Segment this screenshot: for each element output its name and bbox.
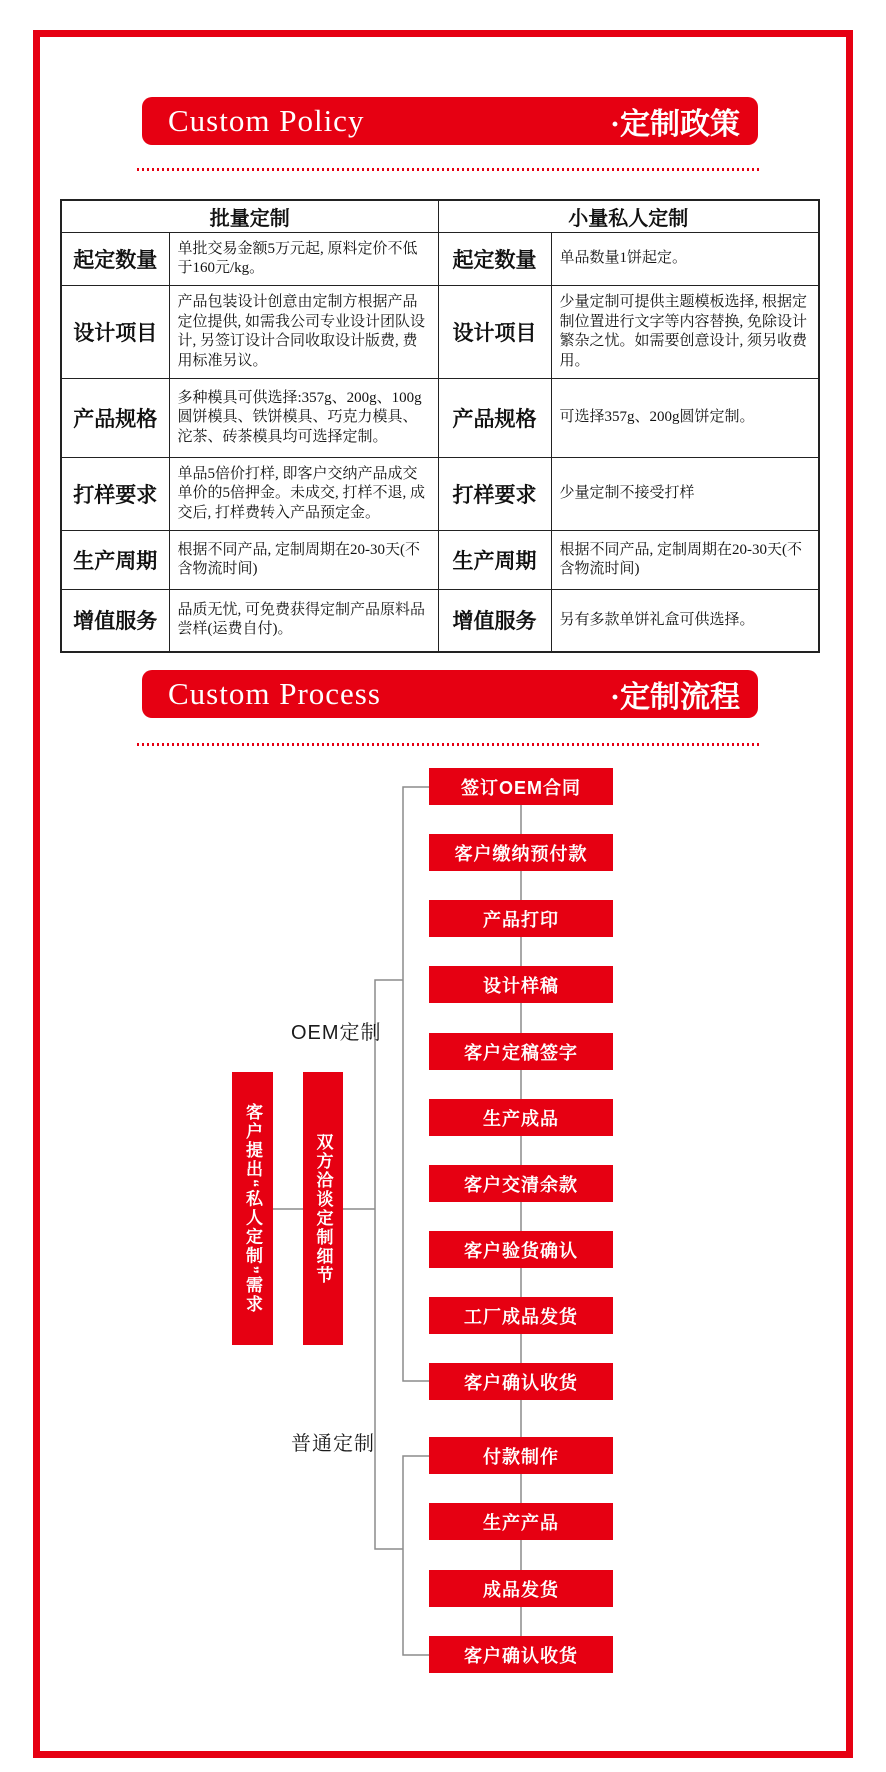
table-row <box>61 531 819 590</box>
small-cell: 根据不同产品, 定制周期在20-30天(不含物流时间) <box>551 531 819 590</box>
bulk-custom-header: 批量定制 <box>61 200 438 233</box>
row-label: 设计项目 <box>61 286 169 379</box>
flow-node-oem-1: 签订OEM合同 <box>429 768 613 805</box>
flow-node-oem-8: 客户验货确认 <box>429 1231 613 1268</box>
table-header-row <box>61 200 819 233</box>
table-row <box>61 379 819 458</box>
table-row <box>61 458 819 531</box>
flow-bar-customer-request: 客户提出“私人定制”需求 <box>232 1072 273 1345</box>
row-label: 生产周期 <box>438 531 551 590</box>
flow-node-oem-6: 生产成品 <box>429 1099 613 1136</box>
flow-node-oem-3: 产品打印 <box>429 900 613 937</box>
bulk-cell: 品质无忧, 可免费获得定制产品原料品尝样(运费自付)。 <box>169 590 438 652</box>
flow-bar-negotiation: 双方洽谈定制细节 <box>303 1072 343 1345</box>
bulk-cell: 单品5倍价打样, 即客户交纳产品成交单价的5倍押金。未成交, 打样不退, 成交后, 打样费转入产品预定金。 <box>169 458 438 531</box>
row-label: 增值服务 <box>438 590 551 652</box>
row-label: 产品规格 <box>438 379 551 458</box>
custom-policy-title-zh: ·定制政策 <box>609 108 740 141</box>
row-label: 生产周期 <box>61 531 169 590</box>
flow-node-oem-4: 设计样稿 <box>429 966 613 1003</box>
row-label: 起定数量 <box>438 233 551 286</box>
bulk-cell: 多种模具可供选择:357g、200g、100g圆饼模具、铁饼模具、巧克力模具、沱茶、砖茶模具均可选择定制。 <box>169 379 438 458</box>
row-label: 打样要求 <box>438 458 551 531</box>
dotted-divider-process <box>137 743 760 746</box>
flow-node-oem-5: 客户定稿签字 <box>429 1033 613 1070</box>
row-label: 打样要求 <box>61 458 169 531</box>
flow-node-oem-2: 客户缴纳预付款 <box>429 834 613 871</box>
branch-label-oem: OEM定制 <box>291 1022 382 1044</box>
small-cell: 少量定制不接受打样 <box>551 458 819 531</box>
table-row <box>61 233 819 286</box>
bulk-cell: 产品包装设计创意由定制方根据产品定位提供, 如需我公司专业设计团队设计, 另签订设计合同收取设计版费, 费用标准另议。 <box>169 286 438 379</box>
flow-node-oem-7: 客户交清余款 <box>429 1165 613 1202</box>
bulk-cell: 根据不同产品, 定制周期在20-30天(不含物流时间) <box>169 531 438 590</box>
small-cell: 另有多款单饼礼盒可供选择。 <box>551 590 819 652</box>
table-row <box>61 590 819 652</box>
custom-process-banner <box>142 670 758 718</box>
row-label: 设计项目 <box>438 286 551 379</box>
bulk-cell: 单批交易金额5万元起, 原料定价不低于160元/kg。 <box>169 233 438 286</box>
dotted-divider-policy <box>137 168 760 171</box>
small-cell: 可选择357g、200g圆饼定制。 <box>551 379 819 458</box>
table-row <box>61 286 819 379</box>
flow-node-normal-3: 成品发货 <box>429 1570 613 1607</box>
custom-process-title-en: Custom Process <box>168 676 381 711</box>
row-label: 产品规格 <box>61 379 169 458</box>
flow-node-normal-1: 付款制作 <box>429 1437 613 1474</box>
small-cell: 少量定制可提供主题模板选择, 根据定制位置进行文字等内容替换, 免除设计繁杂之忧。如需要创意设计, 须另收费用。 <box>551 286 819 379</box>
small-custom-header: 小量私人定制 <box>438 200 819 233</box>
flow-node-oem-10: 客户确认收货 <box>429 1363 613 1400</box>
flow-node-normal-4: 客户确认收货 <box>429 1636 613 1673</box>
flow-node-normal-2: 生产产品 <box>429 1503 613 1540</box>
custom-policy-title-en: Custom Policy <box>168 103 365 138</box>
policy-table <box>60 199 820 653</box>
small-cell: 单品数量1饼起定。 <box>551 233 819 286</box>
custom-process-title-zh: ·定制流程 <box>609 681 740 714</box>
custom-policy-banner <box>142 97 758 145</box>
row-label: 起定数量 <box>61 233 169 286</box>
branch-label-normal: 普通定制 <box>291 1433 375 1455</box>
row-label: 增值服务 <box>61 590 169 652</box>
flow-node-oem-9: 工厂成品发货 <box>429 1297 613 1334</box>
